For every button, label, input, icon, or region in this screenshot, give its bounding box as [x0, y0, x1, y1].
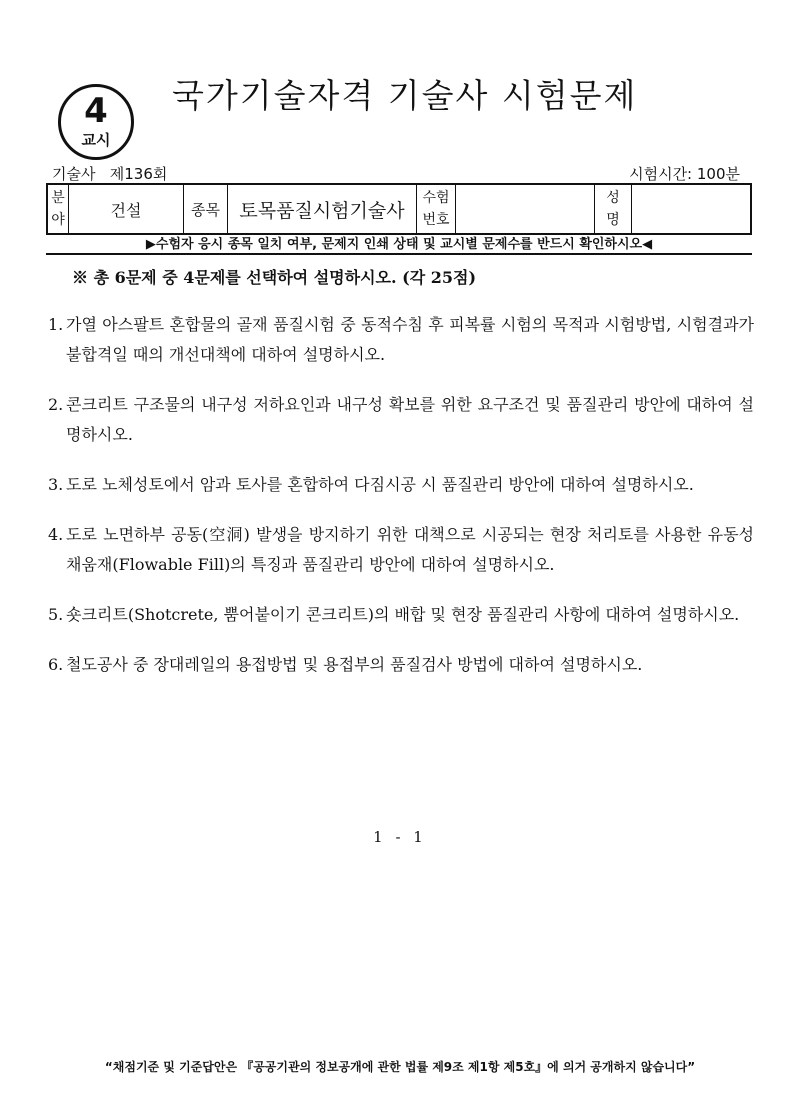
period-number: 4 — [84, 91, 108, 131]
question-text: 철도공사 중 장대레일의 용접방법 및 용접부의 품질검사 방법에 대하여 설명하시오. — [66, 655, 643, 674]
field-label-2: 야 — [51, 212, 65, 228]
type-value: 토목품질시험기술사 — [228, 184, 417, 234]
question-item — [48, 600, 754, 630]
page-title: 국가기술자격 기술사 시험문제 — [172, 76, 638, 115]
exam-number-label-2: 번호 — [422, 212, 450, 228]
question-number: 6. — [48, 655, 64, 674]
question-number: 2. — [48, 395, 64, 414]
question-text: 도로 노체성토에서 암과 토사를 혼합하여 다짐시공 시 품질관리 방안에 대하여 설명하시오. — [66, 475, 694, 494]
name-label-cell — [595, 184, 632, 234]
question-number: 4. — [48, 525, 64, 544]
field-label-cell — [47, 184, 69, 234]
page-number: 1 - 1 — [373, 828, 427, 846]
exam-number-label-1: 수험 — [422, 190, 450, 206]
question-number: 5. — [48, 605, 64, 624]
grade-round: 기술사 제136회 — [52, 165, 168, 183]
exam-info-line — [52, 163, 752, 183]
name-label-2: 명 — [606, 212, 620, 228]
question-text: 가열 아스팔트 혼합물의 골재 품질시험 중 동적수침 후 피복률 시험의 목적과 시험방법, 시험결과가 불합격일 때의 개선대책에 대하여 설명하시오. — [66, 315, 754, 364]
type-label: 종목 — [184, 184, 228, 234]
check-notice: ▶수험자 응시 종목 일치 여부, 문제지 인쇄 상태 및 교시별 문제수를 반드시 확인하시오◀ — [46, 236, 752, 255]
exam-number-label-cell — [417, 184, 456, 234]
question-number: 3. — [48, 475, 64, 494]
name-field[interactable] — [632, 184, 752, 234]
field-value: 건설 — [69, 184, 184, 234]
question-item — [48, 650, 754, 680]
period-badge — [58, 84, 134, 160]
field-label-1: 분 — [51, 190, 65, 206]
question-text: 콘크리트 구조물의 내구성 저하요인과 내구성 확보를 위한 요구조건 및 품질관리 방안에 대하여 설명하시오. — [66, 395, 754, 444]
instruction-text: ※ 총 6문제 중 4문제를 선택하여 설명하시오. (각 25점) — [72, 268, 477, 287]
question-list — [48, 310, 754, 700]
question-item — [48, 520, 754, 580]
disclosure-footer: “채점기준 및 기준답안은 『공공기관의 정보공개에 관한 법률 제9조 제1항 제5호』에 의거 공개하지 않습니다” — [104, 1060, 696, 1074]
question-number: 1. — [48, 315, 64, 334]
name-label-1: 성 — [606, 190, 620, 206]
period-label: 교시 — [81, 131, 111, 149]
question-item — [48, 390, 754, 450]
exam-time: 시험시간: 100분 — [629, 165, 740, 183]
question-text: 도로 노면하부 공동(空洞) 발생을 방지하기 위한 대책으로 시공되는 현장 처리토를 사용한 유동성 채움재(Flowable Fill)의 특징과 품질관리 방안에 대하여 설명하시오. — [66, 525, 754, 574]
question-item — [48, 310, 754, 370]
exam-info-table — [46, 183, 752, 235]
exam-number-field[interactable] — [456, 184, 595, 234]
question-text: 숏크리트(Shotcrete, 뿜어붙이기 콘크리트)의 배합 및 현장 품질관리 사항에 대하여 설명하시오. — [66, 605, 740, 624]
question-item — [48, 470, 754, 500]
